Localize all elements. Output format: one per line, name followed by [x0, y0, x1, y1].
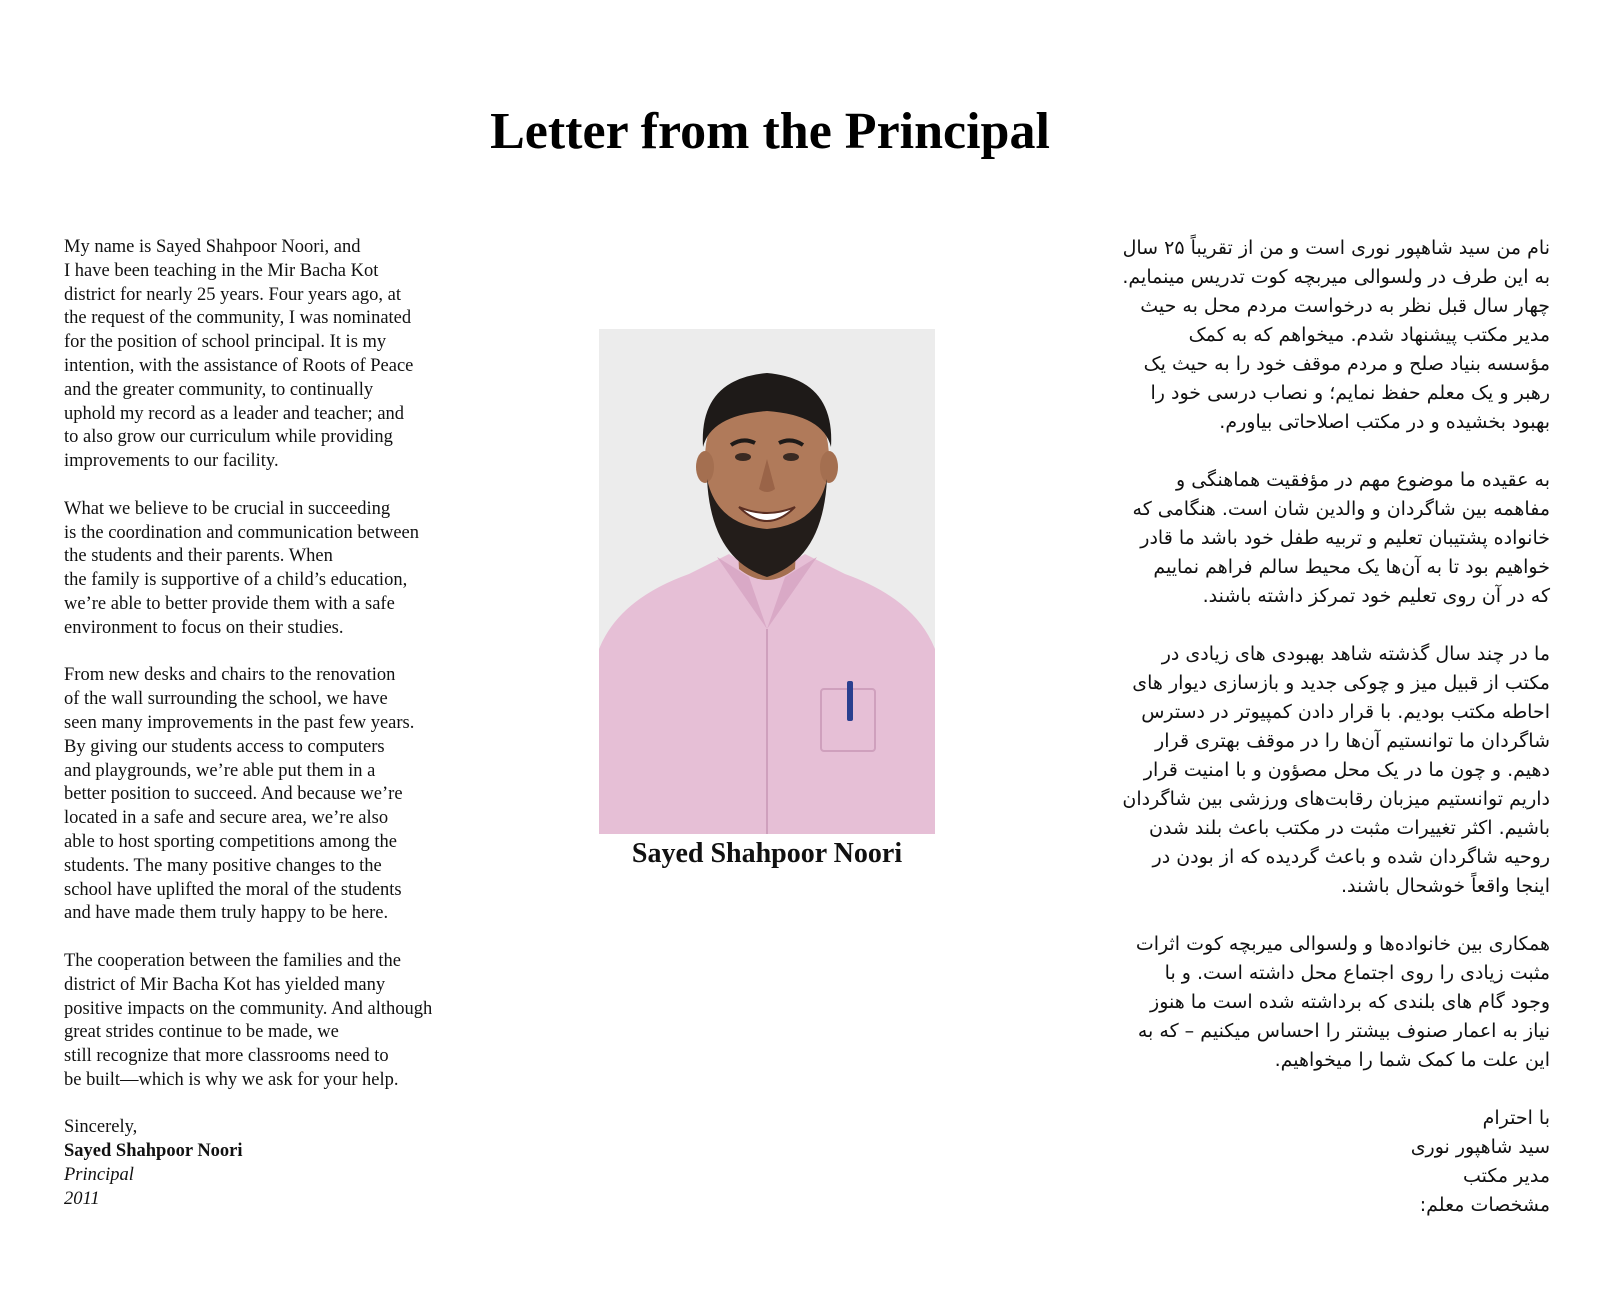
text-line: مفاهمه بین شاگردان و والدین شان است. هنگامی که — [1132, 498, 1550, 520]
principal-portrait-image — [599, 329, 935, 834]
text-line: What we believe to be crucial in succeeding — [64, 498, 391, 519]
text-line: که در آن روی تعلیم خود تمرکز داشته باشند. — [1202, 585, 1550, 607]
english-signature-block — [64, 1116, 474, 1211]
text-line: بهبود بخشیده و در مکتب اصلاحاتی بیاورم. — [1219, 411, 1550, 433]
dari-paragraph-2 — [1100, 466, 1550, 611]
dari-signature-name: سید شاهپور نوری — [1410, 1136, 1550, 1158]
text-line: اینجا واقعاً خوشحال باشند. — [1340, 875, 1550, 897]
text-line: باشیم. اکثر تغییرات مثبت در مکتب باعث بلند شدن — [1148, 817, 1550, 839]
text-line: still recognize that more classrooms need to — [64, 1046, 389, 1067]
text-line: and the greater community, to continually — [64, 379, 374, 400]
text-line: able to host sporting competitions among the — [64, 831, 397, 852]
closing-text: Sincerely, — [64, 1117, 138, 1138]
text-line: for the position of school principal. It is my — [64, 332, 387, 353]
text-line: students. The many positive changes to the — [64, 855, 382, 876]
text-line: ما در چند سال گذشته شاهد بهبودی های زیادی در — [1161, 643, 1550, 665]
text-line: خانواده پشتیبان تعلیم و تربیه طفل خود باشد ما قادر — [1140, 527, 1550, 549]
text-line: By giving our students access to computers — [64, 736, 385, 757]
text-line: and have made them truly happy to be here. — [64, 903, 389, 924]
text-line: improvements to our facility. — [64, 451, 279, 472]
text-line: My name is Sayed Shahpoor Noori, and — [64, 237, 361, 257]
text-line: seen many improvements in the past few years. — [64, 712, 415, 733]
english-letter — [64, 236, 474, 1212]
text-line: نیاز به اعمار صنوف بیشتر را احساس میکنیم – که به — [1137, 1020, 1550, 1042]
text-line: این علت ما کمک شما را میخواهیم. — [1274, 1049, 1550, 1071]
text-line: وجود گام های بلندی که برداشته شده است ما هنوز — [1150, 991, 1550, 1013]
text-line: better position to succeed. And because we’re — [64, 784, 403, 805]
dari-paragraph-1 — [1100, 234, 1550, 437]
text-line: به این طرف در ولسوالی میربچه کوت تدریس مینمایم. — [1122, 266, 1550, 288]
text-line: located in a safe and secure area, we’re also — [64, 808, 389, 829]
left-ear — [696, 451, 714, 483]
text-line: احاطه مکتب بودیم. با قرار دادن کمپیوتر در دسترس — [1141, 701, 1550, 723]
text-line: The cooperation between the families and the — [64, 950, 401, 971]
signature-name: Sayed Shahpoor Noori — [64, 1141, 243, 1162]
text-line: we’re able to better provide them with a safe — [64, 593, 395, 614]
right-ear — [820, 451, 838, 483]
text-line: uphold my record as a leader and teacher; and — [64, 403, 405, 424]
dari-paragraph-4 — [1100, 930, 1550, 1075]
text-line: the family is supportive of a child’s education, — [64, 570, 408, 591]
dari-closing-text: با احترام — [1482, 1107, 1550, 1129]
text-line: مکتب از قبیل میز و چوکی جدید و بازسازی دیوار های — [1132, 672, 1550, 694]
text-line: دهیم. و چون ما در یک محل مصؤون و با امنیت قرار — [1143, 759, 1550, 781]
text-line: From new desks and chairs to the renovation — [64, 665, 396, 686]
text-line: به عقیده ما موضوع مهم در مؤفقیت هماهنگی و — [1176, 469, 1550, 491]
text-line: be built—which is why we ask for your help. — [64, 1069, 399, 1090]
text-line: and playgrounds, we’re able put them in a — [64, 760, 376, 781]
signature-year: 2011 — [64, 1188, 100, 1209]
principal-photo — [599, 329, 935, 834]
text-line: positive impacts on the community. And although — [64, 998, 433, 1019]
text-line: همکاری بین خانواده‌ها و ولسوالی میربچه کوت اثرات — [1135, 933, 1550, 955]
photo-caption: Sayed Shahpoor Noori — [631, 838, 903, 869]
text-line: رهبر و یک معلم حفظ نمایم؛ و نصاب درسی خود را — [1150, 382, 1550, 404]
text-line: چهار سال قبل نظر به درخواست مردم محل به حیث — [1140, 295, 1550, 317]
text-line: the students and their parents. When — [64, 546, 333, 567]
text-line: مؤسسه بنیاد صلح و مردم موقف خود را به حیث یک — [1143, 353, 1550, 375]
text-line: I have been teaching in the Mir Bacha Kot — [64, 260, 379, 281]
text-line: environment to focus on their studies. — [64, 617, 344, 638]
text-line: شاگردان ما توانستیم آن‌ها را در موقف بهتری قرار — [1155, 730, 1550, 752]
text-line: of the wall surrounding the school, we have — [64, 689, 388, 710]
text-line: district of Mir Bacha Kot has yielded many — [64, 974, 386, 995]
right-eye — [783, 453, 799, 461]
text-line: school have uplifted the moral of the students — [64, 879, 402, 900]
text-line: the request of the community, I was nominated — [64, 308, 412, 329]
dari-signature-role: مدیر مکتب — [1462, 1165, 1550, 1187]
text-line: داریم توانستیم میزبان رقابت‌های ورزشی بین شاگردان — [1122, 788, 1550, 810]
dari-signature-extra: مشخصات معلم: — [1419, 1194, 1550, 1216]
text-line: intention, with the assistance of Roots of Peace — [64, 355, 414, 376]
text-line: مثبت زیادی را روی اجتماع محل داشته است. و با — [1164, 962, 1550, 984]
page-title: Letter from the Principal — [490, 103, 1050, 160]
text-line: great strides continue to be made, we — [64, 1022, 339, 1043]
signature-role: Principal — [64, 1165, 134, 1186]
dari-paragraph-3 — [1100, 640, 1550, 901]
text-line: روحیه شاگردان شده و باعث گردیده که از بودن در — [1152, 846, 1550, 868]
text-line: is the coordination and communication between — [64, 522, 419, 543]
text-line: to also grow our curriculum while providing — [64, 427, 393, 448]
english-paragraph-1 — [64, 236, 474, 474]
text-line: نام من سید شاهپور نوری است و من از تقریباً ۲۵ سال — [1122, 237, 1550, 259]
english-paragraph-3 — [64, 664, 474, 926]
english-paragraph-2 — [64, 498, 474, 641]
text-line: خواهیم بود تا به آن‌ها یک محیط سالم فراهم نماییم — [1153, 556, 1550, 578]
dari-signature-block — [1100, 1104, 1550, 1220]
dari-letter — [1100, 234, 1550, 1220]
english-paragraph-4 — [64, 950, 474, 1093]
text-line: مدیر مکتب پیشنهاد شدم. میخواهم که به کمک — [1188, 324, 1550, 346]
text-line: district for nearly 25 years. Four years ago, at — [64, 284, 402, 305]
pen — [847, 681, 853, 721]
left-eye — [735, 453, 751, 461]
